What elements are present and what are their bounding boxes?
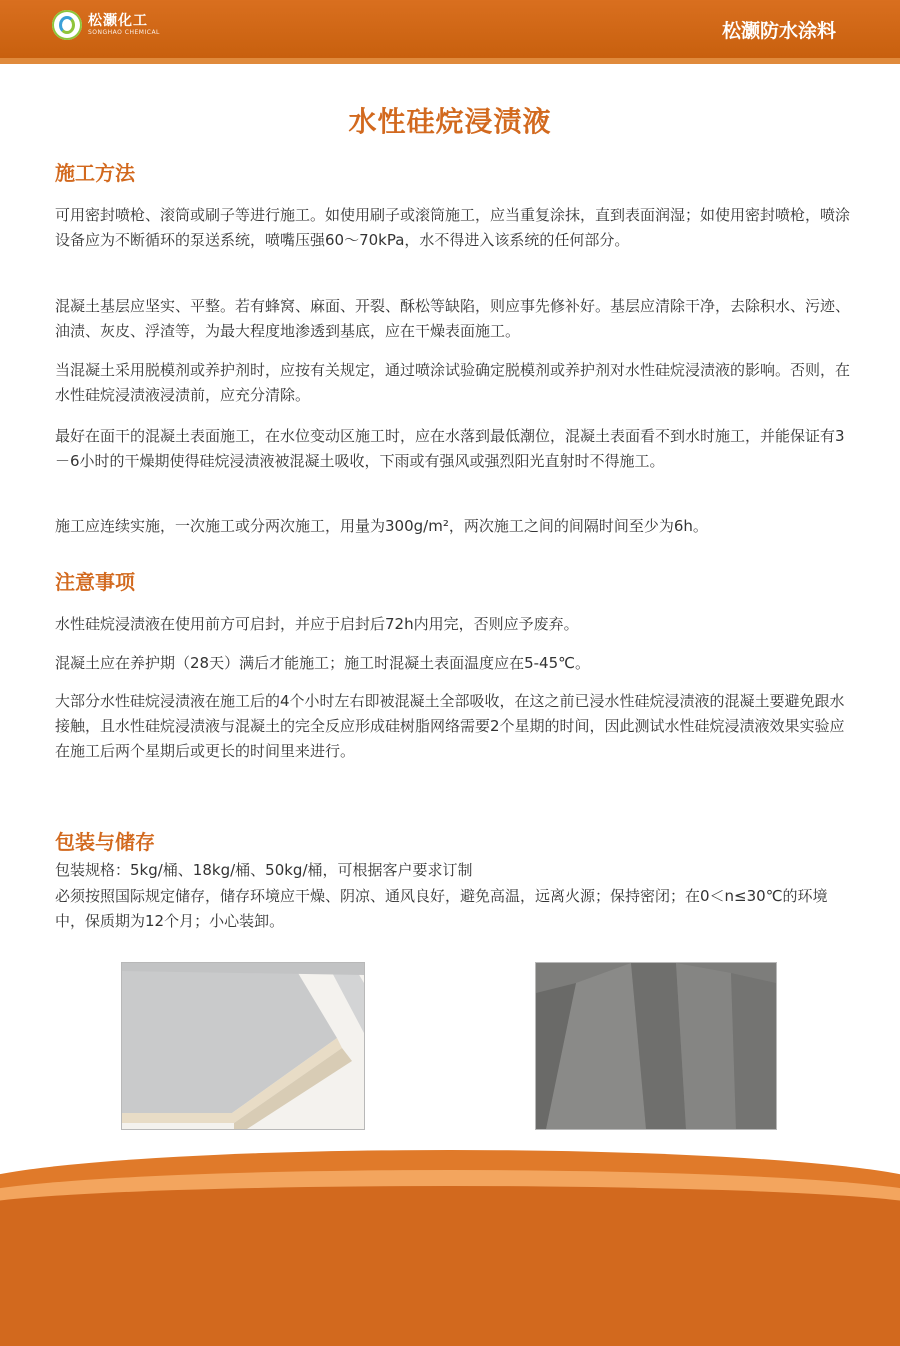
gray-board-illustration <box>122 963 364 1129</box>
company-logo <box>52 10 160 40</box>
notes-paragraph: 混凝土应在养护期（28天）满后才能施工；施工时混凝土表面温度应在5-45℃。 <box>55 654 590 672</box>
footer-wave-3 <box>0 1186 900 1346</box>
logo-en-text: SONGHAO CHEMICAL <box>88 29 160 36</box>
page-title: 水性硅烷浸渍液 <box>348 105 552 138</box>
packaging-line: 包装规格：5kg/桶、18kg/桶、50kg/桶，可根据客户要求订制 <box>55 861 473 879</box>
notes-paragraph: 大部分水性硅烷浸渍液在施工后的4个小时左右即被混凝土全部吸收，在这之前已浸水性硅烷浸渍液的混凝土要避免跟水接触，且水性硅烷浸渍液与混凝土的完全反应形成硅树脂网络需要2个星期的时间，因此测试水性硅烷浸渍液效果实验应在施工后两个星期后或更长的时间里来进行。 <box>55 692 845 760</box>
method-paragraph: 混凝土基层应坚实、平整。若有蜂窝、麻面、开裂、酥松等缺陷，则应事先修补好。基层应清除干净，去除积水、污迹、油渍、灰皮、浮渣等，为最大程度地渗透到基底，应在干燥表面施工。 <box>55 297 851 340</box>
packaging-line: 必须按照国际规定储存，储存环境应干燥、阴凉、通风良好，避免高温，远离火源；保持密闭；在0＜n≤30℃的环境中，保质期为12个月；小心装卸。 <box>55 887 828 930</box>
logo-icon <box>52 10 82 40</box>
notes-paragraph: 水性硅烷浸渍液在使用前方可启封，并应于启封后72h内用完，否则应予废弃。 <box>55 615 579 633</box>
method-paragraph: 施工应连续实施，一次施工或分两次施工，用量为300g/m²，两次施工之间的间隔时间至少为6h。 <box>55 517 708 535</box>
method-paragraph: 最好在面干的混凝土表面施工，在水位变动区施工时，应在水落到最低潮位，混凝土表面看不到水时施工，并能保证有3－6小时的干燥期使得硅烷浸渍液被混凝土吸收，下雨或有强风或强烈阳光直射时不得施工。 <box>55 427 845 470</box>
header-bar <box>0 0 900 58</box>
product-photo-cement-board <box>535 962 777 1130</box>
cement-board-illustration <box>536 963 776 1129</box>
brand-title: 松灏防水涂料 <box>721 20 836 42</box>
section-heading-method: 施工方法 <box>55 161 135 185</box>
product-photo-gray-board <box>121 962 365 1130</box>
header-accent-stripe <box>0 58 900 64</box>
logo-cn-text: 松灏化工 <box>88 13 148 29</box>
section-heading-packaging: 包装与储存 <box>55 830 155 854</box>
method-paragraph: 可用密封喷枪、滚筒或刷子等进行施工。如使用刷子或滚筒施工，应当重复涂抹，直到表面润湿；如使用密封喷枪，喷涂设备应为不断循环的泵送系统，喷嘴压强60～70kPa，水不得进入该系统的任何部分。 <box>55 206 851 249</box>
section-heading-notes: 注意事项 <box>55 570 135 594</box>
method-paragraph: 当混凝土采用脱模剂或养护剂时，应按有关规定，通过喷涂试验确定脱模剂或养护剂对水性硅烷浸渍液的影响。否则，在水性硅烷浸渍液浸渍前，应充分清除。 <box>55 361 851 404</box>
